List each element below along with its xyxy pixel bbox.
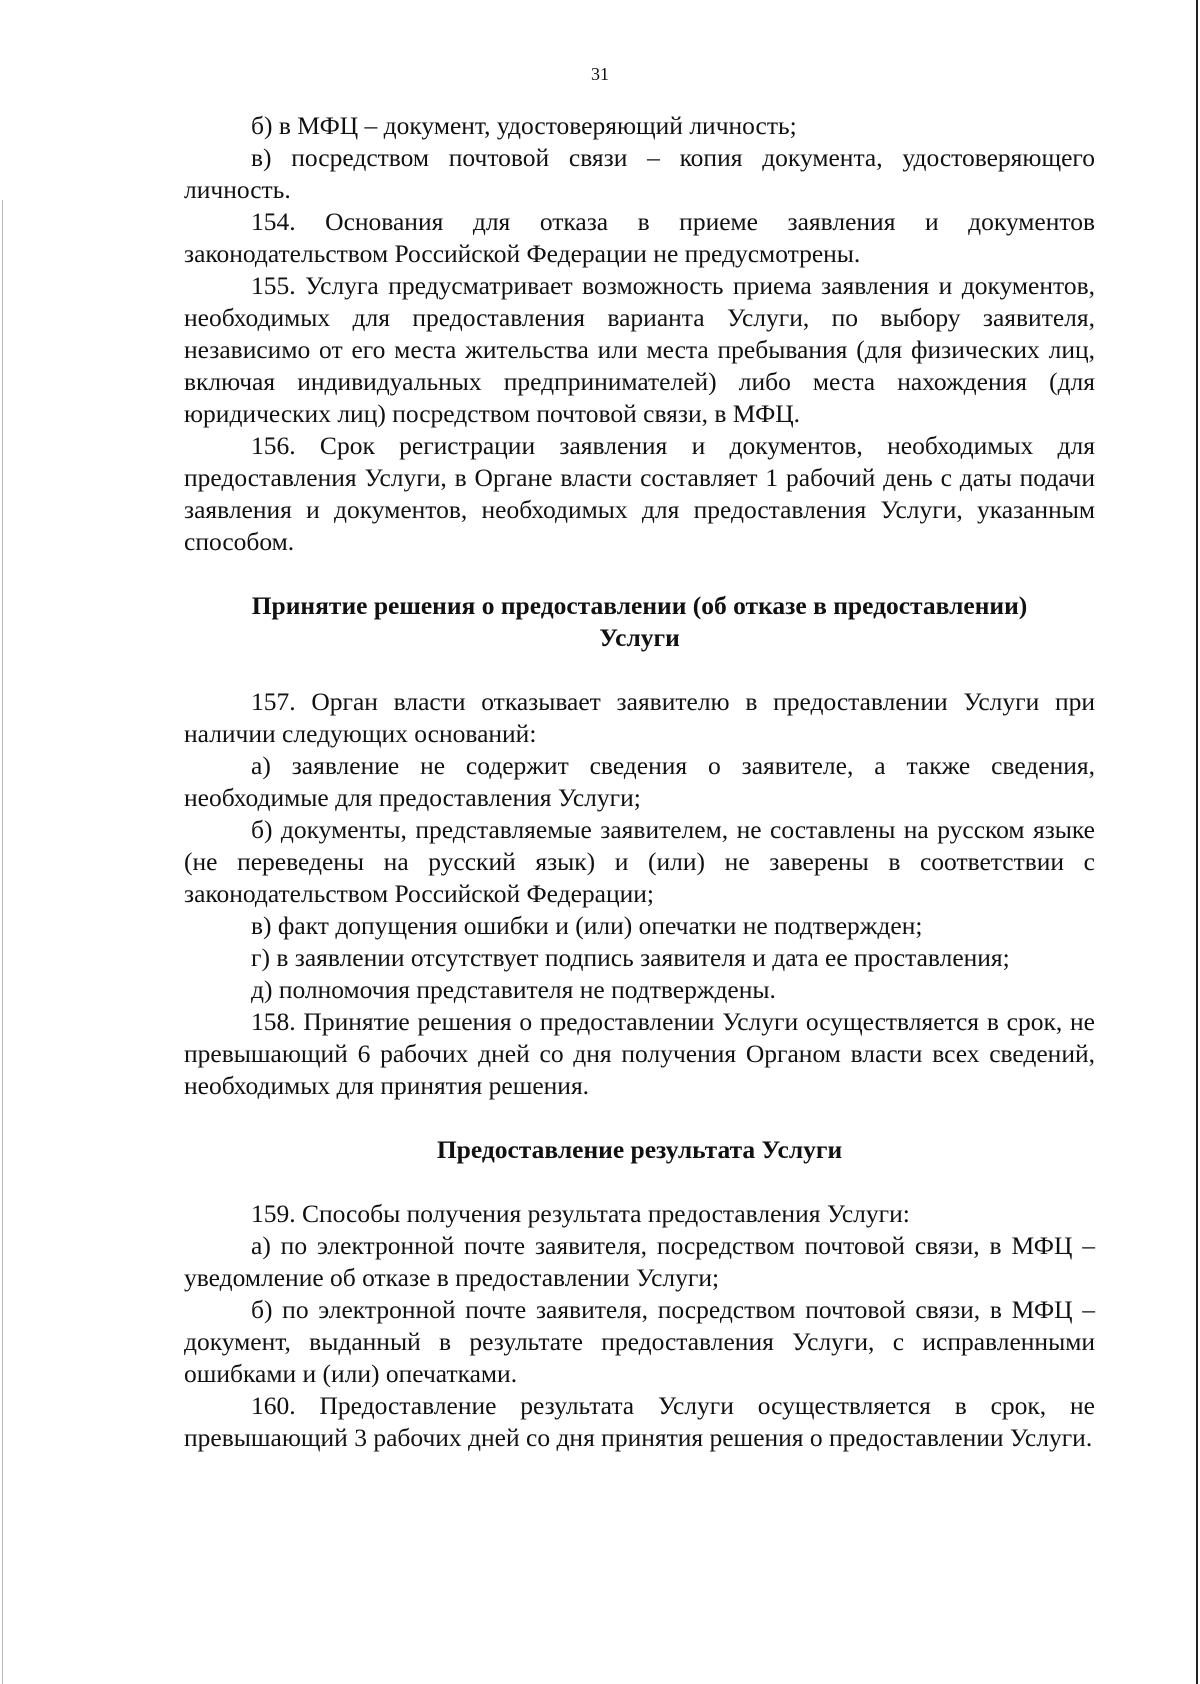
paragraph-v-post: в) посредством почтовой связи – копия документа, удостоверяющего личность.: [184, 143, 1095, 204]
paragraph-b-mfc: б) в МФЦ – документ, удостоверяющий личность;: [251, 111, 797, 140]
page-number: 31: [591, 64, 609, 84]
spacer: [184, 654, 1095, 686]
section-heading-result: Предоставление результата Услуги: [436, 1135, 843, 1164]
paragraph-159-b: б) по электронной почте заявителя, посредством почтовой связи, в МФЦ – документ, выданный в результате предоставления Услуги, с исправленными ошибками и (или) опечатками.: [184, 1295, 1095, 1388]
paragraph-157-g: г) в заявлении отсутствует подпись заявителя и дата ее проставления;: [251, 943, 1010, 972]
paragraph-159-a: а) по электронной почте заявителя, посредством почтовой связи, в МФЦ – уведомление об отказе в предоставлении Услуги;: [184, 1231, 1095, 1292]
paragraph-157-a: а) заявление не содержит сведения о заявителе, а также сведения, необходимые для предоставления Услуги;: [184, 751, 1095, 812]
paragraph-158: 158. Принятие решения о предоставлении Услуги осуществляется в срок, не превышающий 6 рабочих дней со дня получения Органом власти всех сведений, необходимых для принятия решения.: [184, 1007, 1095, 1100]
spacer: [184, 1166, 1095, 1198]
paragraph-157: 157. Орган власти отказывает заявителю в предоставлении Услуги при наличии следующих оснований:: [184, 687, 1095, 748]
paragraph-157-v: в) факт допущения ошибки и (или) опечатки не подтвержден;: [251, 911, 923, 940]
document-body: [184, 110, 1095, 1454]
paragraph-157-b: б) документы, представляемые заявителем, не составлены на русском языке (не переведены на русский язык) и (или) не заверены в соответствии с законодательством Российской Федерации;: [184, 815, 1095, 908]
heading-line-2: Услуги: [599, 623, 680, 652]
paragraph-154: 154. Основания для отказа в приеме заявления и документов законодательством Российской Федерации не предусмотрены.: [184, 207, 1095, 268]
scan-edge-faint: [2, 200, 3, 1684]
paragraph-156: 156. Срок регистрации заявления и документов, необходимых для предоставления Услуги, в Органе власти составляет 1 рабочий день с даты подачи заявления и документов, необходимых для предоставления Услуги, указанным способом.: [184, 431, 1095, 556]
paragraph-160: 160. Предоставление результата Услуги осуществляется в срок, не превышающий 3 рабочих дней со дня принятия решения о предоставлении Услуги.: [184, 1391, 1095, 1452]
heading-line-1: Принятие решения о предоставлении (об отказе в предоставлении): [251, 591, 1028, 620]
paragraph-155: 155. Услуга предусматривает возможность приема заявления и документов, необходимых для предоставления варианта Услуги, по выбору заявителя, независимо от его места жительства или места пребывания (для физических лиц, включая индивидуальных предпринимателей) либо места нахождения (для юридических лиц) посредством почтовой связи, в МФЦ.: [184, 271, 1095, 428]
spacer: [184, 558, 1095, 590]
section-heading-decision: [184, 590, 1095, 654]
paragraph-159: 159. Способы получения результата предоставления Услуги:: [251, 1199, 910, 1228]
paragraph-157-d: д) полномочия представителя не подтверждены.: [251, 975, 776, 1004]
spacer: [184, 1102, 1095, 1134]
scan-edge: [1196, 0, 1198, 1684]
